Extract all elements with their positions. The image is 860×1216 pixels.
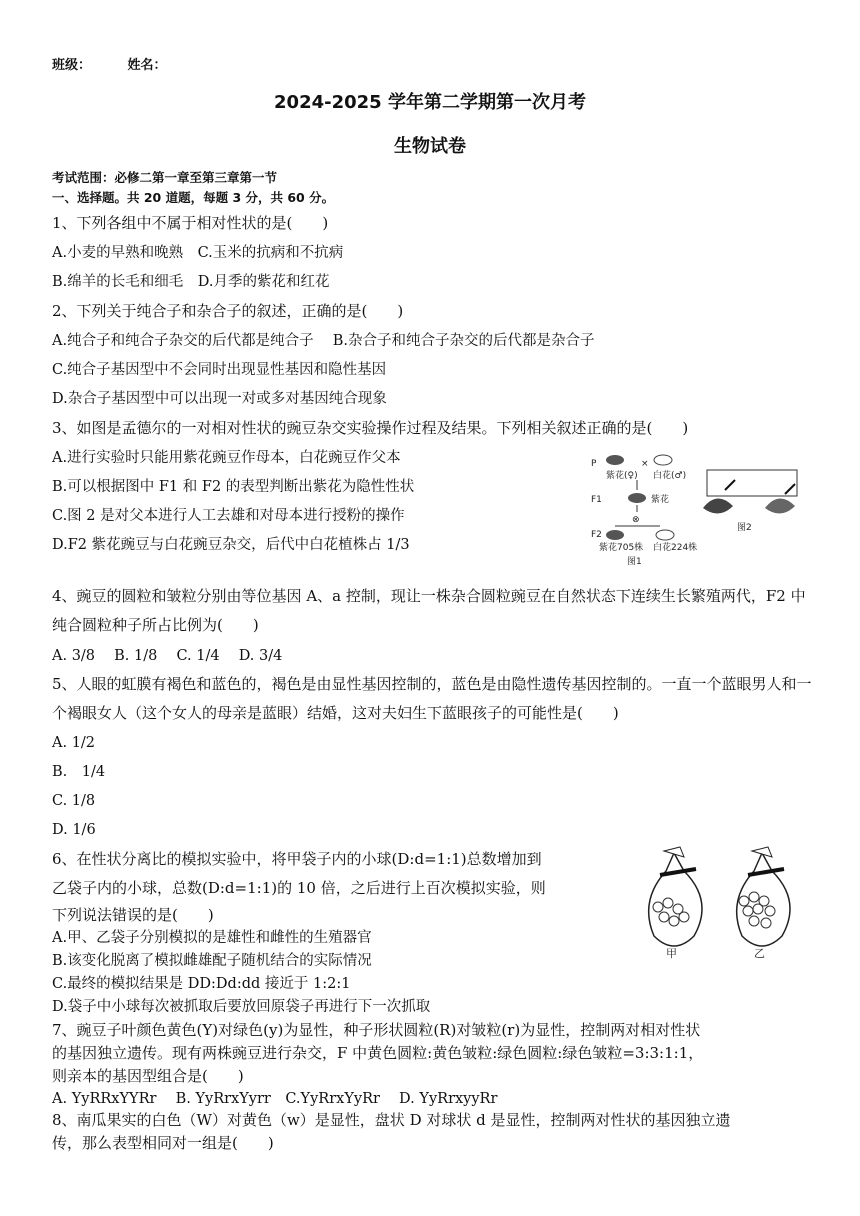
q6-option-d: D.袋子中小球每次被抓取后要放回原袋子再进行下一次抓取 bbox=[52, 999, 431, 1015]
q8-stem-2: 传，那么表型相同对一组是( ) bbox=[52, 1134, 274, 1152]
q2-stem: 2、下列关于纯合子和杂合子的叙述，正确的是( ) bbox=[52, 302, 404, 320]
exam-subtitle: 生物试卷 bbox=[394, 136, 466, 157]
flower-pollinate-icon bbox=[765, 498, 795, 513]
q5-option-c: C. 1/8 bbox=[52, 793, 96, 809]
q5-option-a: A. 1/2 bbox=[52, 735, 96, 751]
q1-options-row2: B.绵羊的长毛和细毛 D.月季的紫花和红花 bbox=[52, 274, 330, 290]
fig-purple-female: 紫花(♀) bbox=[606, 471, 638, 481]
class-label: 班级： bbox=[52, 58, 92, 73]
fig-f1-label: F1 bbox=[591, 495, 602, 505]
q7-stem-1: 7、豌豆子叶颜色黄色(Y)对绿色(y)为显性，种子形状圆粒(R)对皱粒(r)为显性，控制两对相对性状 bbox=[52, 1021, 701, 1039]
q5-stem: 5、人眼的虹膜有褐色和蓝色的，褐色是由显性基因控制的，蓝色是由隐性遗传基因控制的。一直一个蓝眼男人和一个褐眼女人（这个女人的母亲是蓝眼）结婚，这对夫妇生下蓝眼孩子的可能性是( ) bbox=[52, 675, 812, 722]
name-label: 姓名： bbox=[127, 58, 167, 73]
fig-f2-white: 白花224株 bbox=[653, 543, 698, 553]
q3-option-a: A.进行实验时只能用紫花豌豆作母本，白花豌豆作父本 bbox=[52, 450, 401, 466]
fig1-caption: 图1 bbox=[627, 557, 642, 567]
section-heading: 一、选择题。共 20 道题，每题 3 分，共 60 分。 bbox=[52, 190, 335, 205]
fig-cross: × bbox=[641, 459, 649, 469]
white-flower-icon bbox=[654, 455, 672, 465]
q4-options: A. 3/8 B. 1/8 C. 1/4 D. 3/4 bbox=[52, 648, 283, 664]
q5-option-b: B. 1/4 bbox=[52, 764, 106, 780]
q6-stem-3: 下列说法错误的是( ) bbox=[52, 906, 214, 924]
q3-option-c: C.图 2 是对父本进行人工去雄和对母本进行授粉的操作 bbox=[52, 508, 405, 524]
bag-yi-icon bbox=[737, 847, 790, 946]
q7-stem-2: 的基因独立遗传。现有两株豌豆进行杂交，F 中黄色圆粒:黄色皱粒:绿色圆粒:绿色皱粒=3:3:1:1， bbox=[52, 1044, 704, 1062]
exam-title: 2024-2025 学年第二学期第一次月考 bbox=[274, 92, 586, 113]
fig-f2-purple: 紫花705株 bbox=[599, 543, 644, 553]
q6-option-c: C.最终的模拟结果是 DD:Dd:dd 接近于 1:2:1 bbox=[52, 976, 351, 992]
q1-options-row1: A.小麦的早熟和晚熟 C.玉米的抗病和不抗病 bbox=[52, 245, 344, 261]
q6-stem-2: 乙袋子内的小球，总数(D:d=1:1)的 10 倍，之后进行上百次模拟实验，则 bbox=[52, 879, 546, 897]
bag-jia-icon bbox=[649, 847, 702, 946]
q1-stem: 1、下列各组中不属于相对性状的是( ) bbox=[52, 214, 329, 232]
ball-bags-figure bbox=[630, 845, 810, 965]
q7-options: A. YyRRxYYRr B. YyRrxYyrr C.YyRrxYyRr D. YyRrxyyRr bbox=[52, 1091, 498, 1107]
q4-stem: 4、豌豆的圆粒和皱粒分别由等位基因 A、a 控制，现让一株杂合圆粒豌豆在自然状态下连续生长繁殖两代，F2 中纯合圆粒种子所占比例为( ) bbox=[52, 587, 806, 634]
fig-self: ⊗ bbox=[632, 515, 640, 525]
f2-white-icon bbox=[656, 530, 674, 540]
exam-scope: 考试范围：必修二第一章至第三章第一节 bbox=[52, 170, 278, 185]
q7-stem-3: 则亲本的基因型组合是( ) bbox=[52, 1067, 244, 1085]
purple-flower-icon bbox=[606, 455, 624, 465]
q2-option-c: C.纯合子基因型中不会同时出现显性基因和隐性基因 bbox=[52, 362, 387, 378]
pea-cross-figure bbox=[585, 450, 810, 570]
bag-yi-label: 乙 bbox=[754, 947, 765, 960]
fig-f2-label: F2 bbox=[591, 530, 602, 540]
q3-stem: 3、如图是孟德尔的一对相对性状的豌豆杂交实验操作过程及结果。下列相关叙述正确的是( ) bbox=[52, 419, 689, 437]
q2-option-d: D.杂合子基因型中可以出现一对或多对基因纯合现象 bbox=[52, 391, 387, 407]
bag-jia-label: 甲 bbox=[666, 947, 677, 960]
q2-option-ab: A.纯合子和纯合子杂交的后代都是纯合子 B.杂合子和纯合子杂交的后代都是杂合子 bbox=[52, 333, 595, 349]
fig2-frame bbox=[707, 470, 797, 496]
q8-stem-1: 8、南瓜果实的白色（W）对黄色（w）是显性，盘状 D 对球状 d 是显性，控制两对性状的基因独立遗 bbox=[52, 1111, 731, 1129]
student-info bbox=[52, 54, 199, 73]
fig-f1-purple: 紫花 bbox=[651, 495, 670, 505]
q6-option-b: B.该变化脱离了模拟雌雄配子随机结合的实际情况 bbox=[52, 953, 372, 969]
fig-white-male: 白花(♂) bbox=[653, 471, 687, 481]
q6-stem-1: 6、在性状分离比的模拟实验中，将甲袋子内的小球(D:d=1:1)总数增加到 bbox=[52, 850, 542, 868]
fig2-caption: 图2 bbox=[737, 523, 752, 533]
q3-option-d: D.F2 紫花豌豆与白花豌豆杂交，后代中白花植株占 1/3 bbox=[52, 537, 410, 553]
f1-flower-icon bbox=[628, 493, 646, 503]
q3-option-b: B.可以根据图中 F1 和 F2 的表型判断出紫花为隐性性状 bbox=[52, 479, 415, 495]
flower-dissect-icon bbox=[703, 498, 733, 513]
fig-p-label: P bbox=[591, 459, 597, 469]
f2-purple-icon bbox=[606, 530, 624, 540]
q5-option-d: D. 1/6 bbox=[52, 822, 96, 838]
q6-option-a: A.甲、乙袋子分别模拟的是雄性和雌性的生殖器官 bbox=[52, 930, 372, 946]
